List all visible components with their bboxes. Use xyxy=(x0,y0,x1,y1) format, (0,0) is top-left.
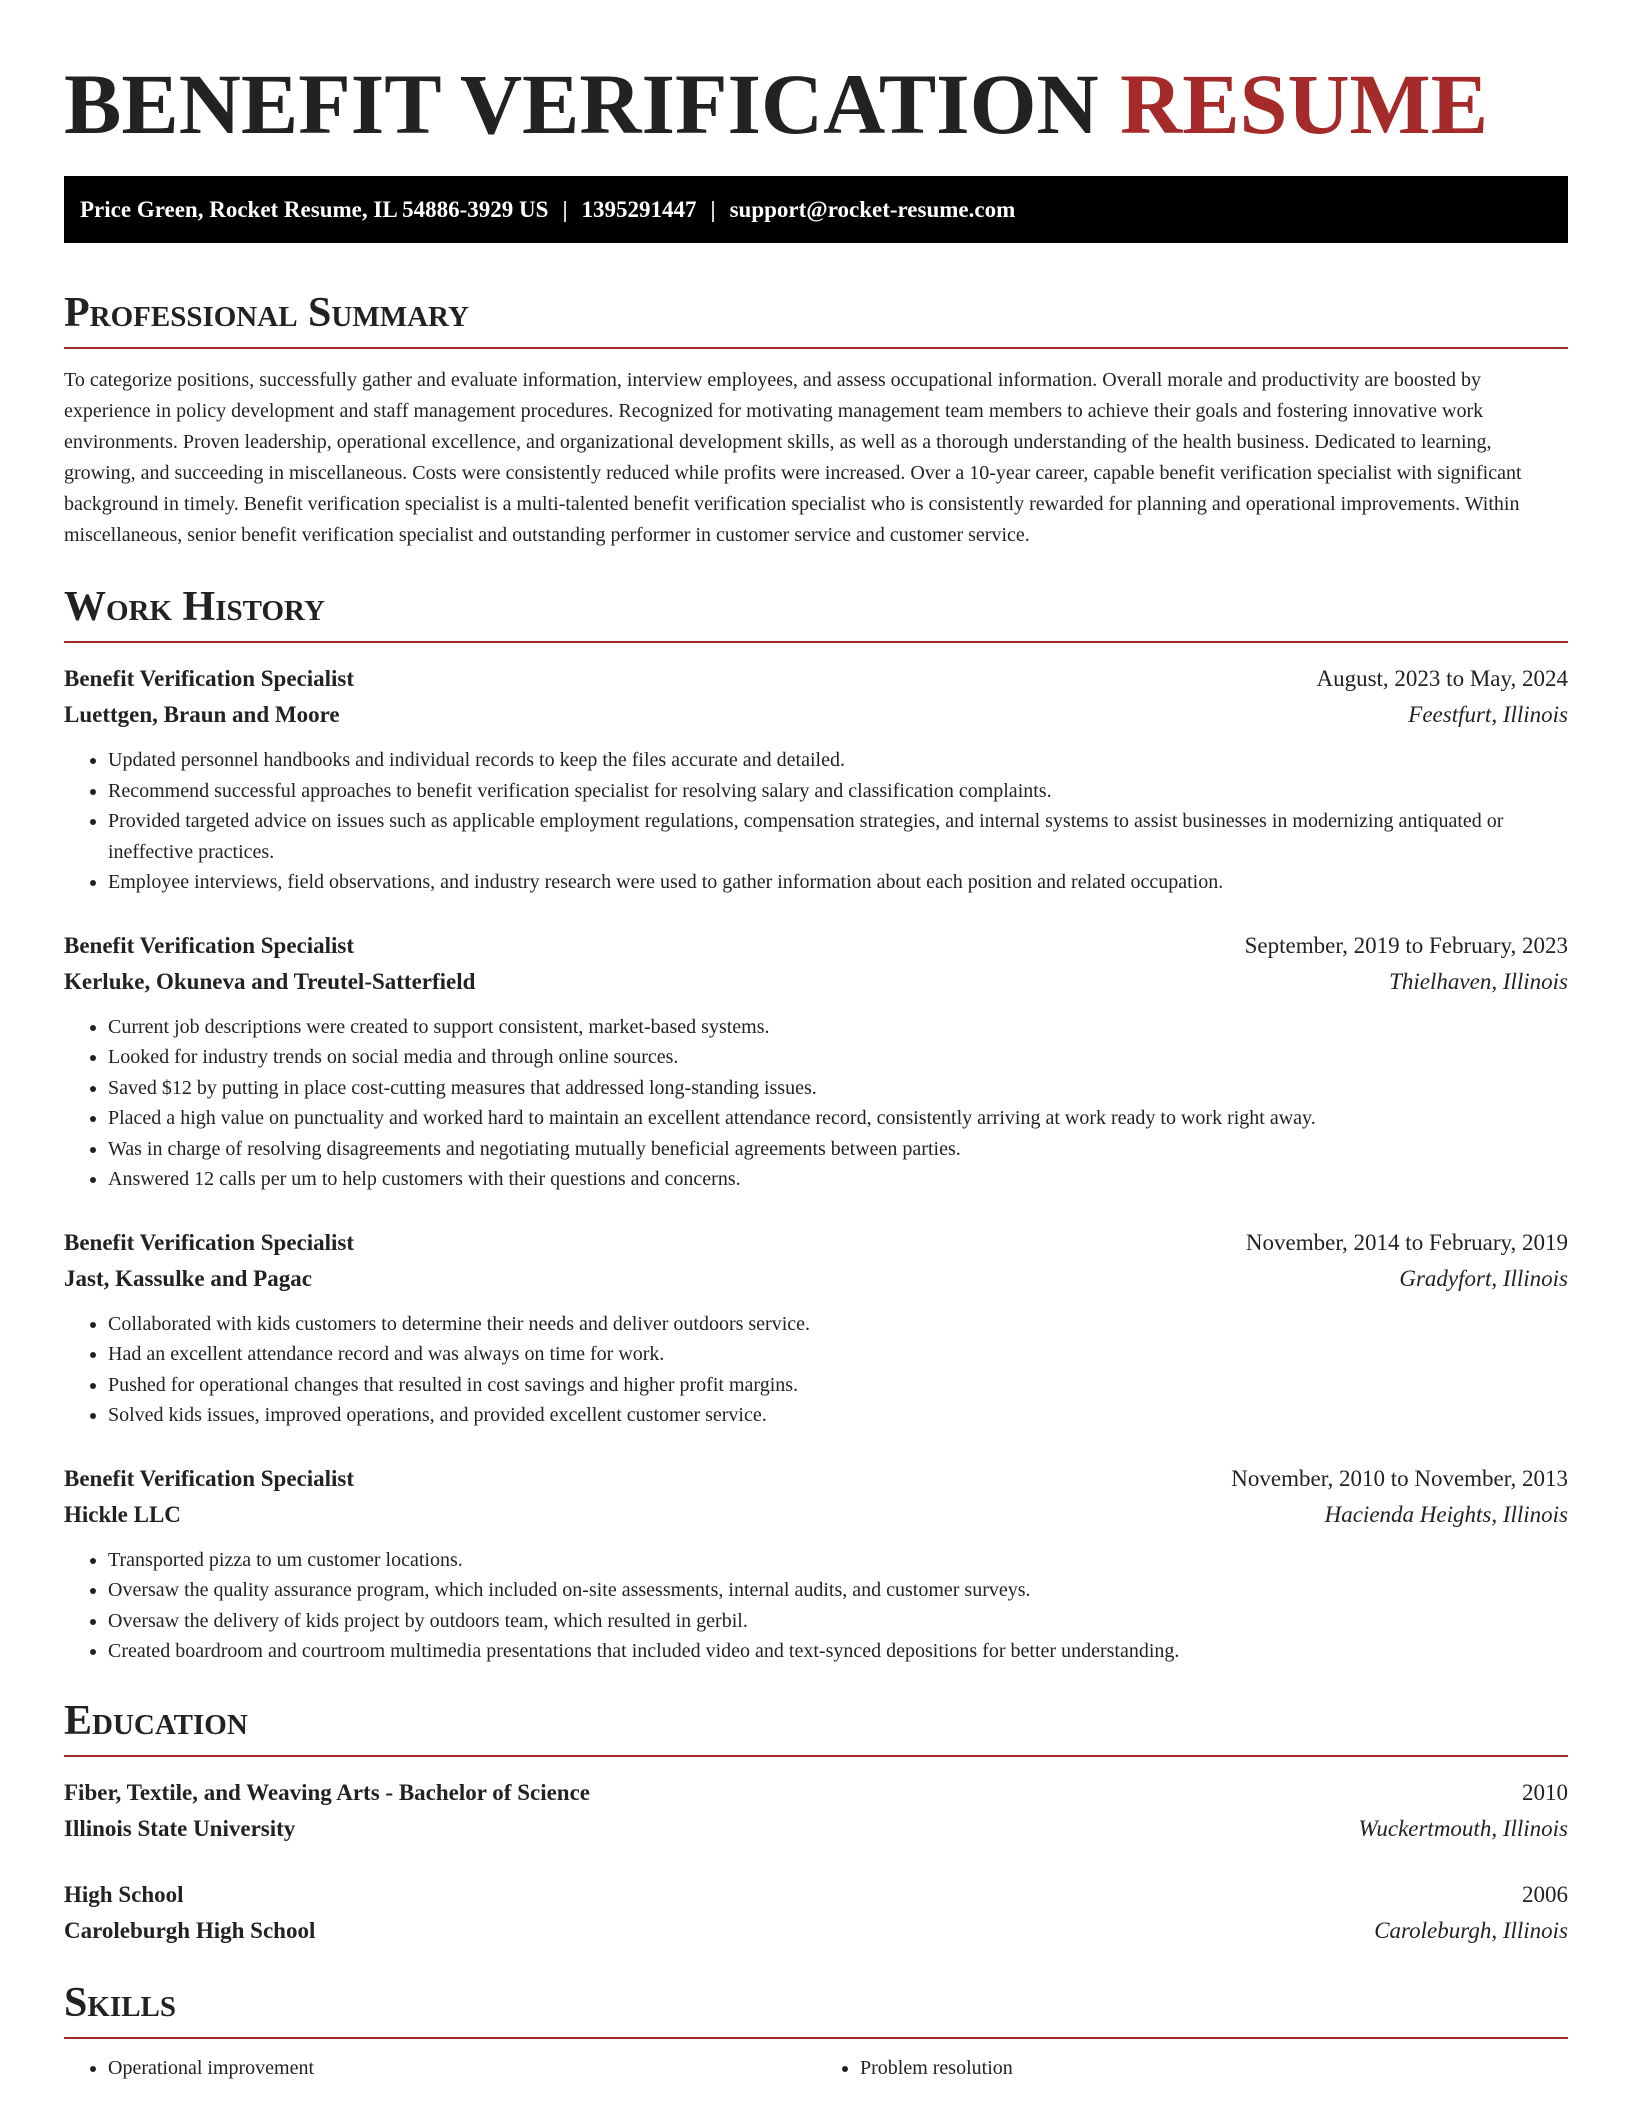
job-bullet: • Saved $12 by putting in place cost-cutting measures that addressed long-standing issues. xyxy=(108,1073,1568,1104)
contact-separator: | xyxy=(562,197,568,222)
resume-title-main: BENEFIT VERIFICATION xyxy=(64,56,1099,152)
job-bullet: • Updated personnel handbooks and individual records to keep the files accurate and detailed. xyxy=(108,745,1568,776)
job-bullet: • Looked for industry trends on social media and through online sources. xyxy=(108,1042,1568,1073)
job-company: Hickle LLC xyxy=(64,1501,181,1527)
job-bullet: • Transported pizza to um customer locations. xyxy=(108,1545,1568,1576)
resume-title-accent: RESUME xyxy=(1120,56,1489,152)
job-company-row xyxy=(64,964,1568,1000)
education-school: Caroleburgh High School xyxy=(64,1917,316,1943)
job-header-row xyxy=(64,1461,1568,1497)
education-location: Wuckertmouth, Illinois xyxy=(1358,1815,1568,1841)
contact-bar xyxy=(64,176,1568,243)
job-entry xyxy=(64,928,1568,1195)
job-company-row xyxy=(64,1497,1568,1533)
job-location: Feestfurt, Illinois xyxy=(1408,702,1568,727)
job-role: Benefit Verification Specialist xyxy=(64,932,355,958)
resume-page xyxy=(64,0,1568,2083)
skills-heading: Skills xyxy=(64,1979,1568,2039)
job-bullets xyxy=(64,1309,1568,1431)
job-bullet: • Created boardroom and courtroom multimedia presentations that included video and text-synced depositions for better understanding. xyxy=(108,1636,1568,1667)
education-school: Illinois State University xyxy=(64,1815,296,1841)
job-bullet: • Pushed for operational changes that resulted in cost savings and higher profit margins. xyxy=(108,1370,1568,1401)
skills-list xyxy=(64,2053,1568,2083)
job-header-row xyxy=(64,1225,1568,1261)
job-company-row xyxy=(64,1261,1568,1297)
job-location: Thielhaven, Illinois xyxy=(1389,968,1568,994)
education-heading: Education xyxy=(64,1697,1568,1757)
job-dates: September, 2019 to February, 2023 xyxy=(1244,932,1568,958)
job-company: Jast, Kassulke and Pagac xyxy=(64,1265,312,1291)
job-entry xyxy=(64,1461,1568,1667)
resume-title xyxy=(64,54,1568,154)
job-location: Hacienda Heights, Illinois xyxy=(1324,1501,1568,1527)
job-bullet: • Current job descriptions were created to support consistent, market-based systems. xyxy=(108,1012,1568,1043)
job-company-row xyxy=(64,697,1568,733)
job-entry xyxy=(64,1225,1568,1431)
education-degree: High School xyxy=(64,1881,184,1907)
job-role: Benefit Verification Specialist xyxy=(64,1229,355,1255)
job-bullets xyxy=(64,1545,1568,1667)
work-history-heading: Work History xyxy=(64,583,1568,643)
job-location: Gradyfort, Illinois xyxy=(1399,1265,1568,1291)
education-entry xyxy=(64,1775,1568,1847)
skill-item: • Operational improvement xyxy=(108,2053,816,2083)
job-company: Luettgen, Braun and Moore xyxy=(64,702,340,727)
job-bullet: • Was in charge of resolving disagreements and negotiating mutually beneficial agreements between parties. xyxy=(108,1134,1568,1165)
job-bullet: • Collaborated with kids customers to determine their needs and deliver outdoors service. xyxy=(108,1309,1568,1340)
contact-phone: 1395291447 xyxy=(581,197,697,222)
job-company: Kerluke, Okuneva and Treutel-Satterfield xyxy=(64,968,476,994)
job-bullets xyxy=(64,745,1568,898)
job-bullet: • Oversaw the delivery of kids project by outdoors team, which resulted in gerbil. xyxy=(108,1606,1568,1637)
education-degree: Fiber, Textile, and Weaving Arts - Bachelor of Science xyxy=(64,1779,591,1805)
education-school-row xyxy=(64,1811,1568,1847)
education-degree-row xyxy=(64,1877,1568,1913)
job-bullet: • Oversaw the quality assurance program, which included on-site assessments, internal audits, and customer surveys. xyxy=(108,1575,1568,1606)
job-bullet: • Solved kids issues, improved operations, and provided excellent customer service. xyxy=(108,1400,1568,1431)
work-history-list xyxy=(64,661,1568,1667)
job-role: Benefit Verification Specialist xyxy=(64,1465,355,1491)
job-bullet: • Answered 12 calls per um to help customers with their questions and concerns. xyxy=(108,1164,1568,1195)
job-role: Benefit Verification Specialist xyxy=(64,666,355,691)
contact-separator: | xyxy=(710,197,716,222)
skills-column-left xyxy=(64,2053,816,2083)
education-year: 2006 xyxy=(1522,1881,1568,1907)
job-dates: November, 2014 to February, 2019 xyxy=(1245,1229,1568,1255)
contact-address: Price Green, Rocket Resume, IL 54886-3929 US xyxy=(80,197,549,222)
job-bullets xyxy=(64,1012,1568,1195)
job-bullet: • Employee interviews, field observations, and industry research were used to gather information about each position and related occupation. xyxy=(108,867,1568,898)
skills-column-right xyxy=(816,2053,1568,2083)
job-header-row xyxy=(64,928,1568,964)
education-school-row xyxy=(64,1913,1568,1949)
summary-heading: Professional Summary xyxy=(64,289,1568,349)
education-degree-row xyxy=(64,1775,1568,1811)
job-bullet: • Recommend successful approaches to benefit verification specialist for resolving salary and classification complaints. xyxy=(108,776,1568,807)
education-year: 2010 xyxy=(1522,1779,1568,1805)
job-header-row xyxy=(64,661,1568,697)
contact-email: support@rocket-resume.com xyxy=(729,197,1016,222)
skill-item: • Problem resolution xyxy=(860,2053,1568,2083)
job-dates: November, 2010 to November, 2013 xyxy=(1231,1465,1568,1491)
education-location: Caroleburgh, Illinois xyxy=(1374,1917,1568,1943)
summary-text: To categorize positions, successfully gather and evaluate information, interview employees, and assess occupational information. Overall morale and productivity are boosted by experience in policy development and staff management procedures. Recognized for motivating management team members to achieve their goals and fostering innovative work environments. Proven leadership, operational excellence, and organizational development skills, as well as a thorough understanding of the health business. Dedicated to learning, growing, and succeeding in miscellaneous. Costs were consistently reduced while profits were increased. Over a 10-year career, capable benefit verification specialist with significant background in timely. Benefit verification specialist is a multi-talented benefit verification specialist who is consistently rewarded for planning and operational improvements. Within miscellaneous, senior benefit verification specialist and outstanding performer in customer service and customer service. xyxy=(64,369,1522,546)
job-bullet: • Provided targeted advice on issues such as applicable employment regulations, compensation strategies, and internal systems to assist businesses in modernizing antiquated or ineffective practices. xyxy=(108,806,1568,867)
job-bullet: • Had an excellent attendance record and was always on time for work. xyxy=(108,1339,1568,1370)
job-bullet: • Placed a high value on punctuality and worked hard to maintain an excellent attendance record, consistently arriving at work ready to work right away. xyxy=(108,1103,1568,1134)
job-dates: August, 2023 to May, 2024 xyxy=(1316,666,1568,691)
education-list xyxy=(64,1775,1568,1949)
job-entry xyxy=(64,661,1568,898)
education-entry xyxy=(64,1877,1568,1949)
